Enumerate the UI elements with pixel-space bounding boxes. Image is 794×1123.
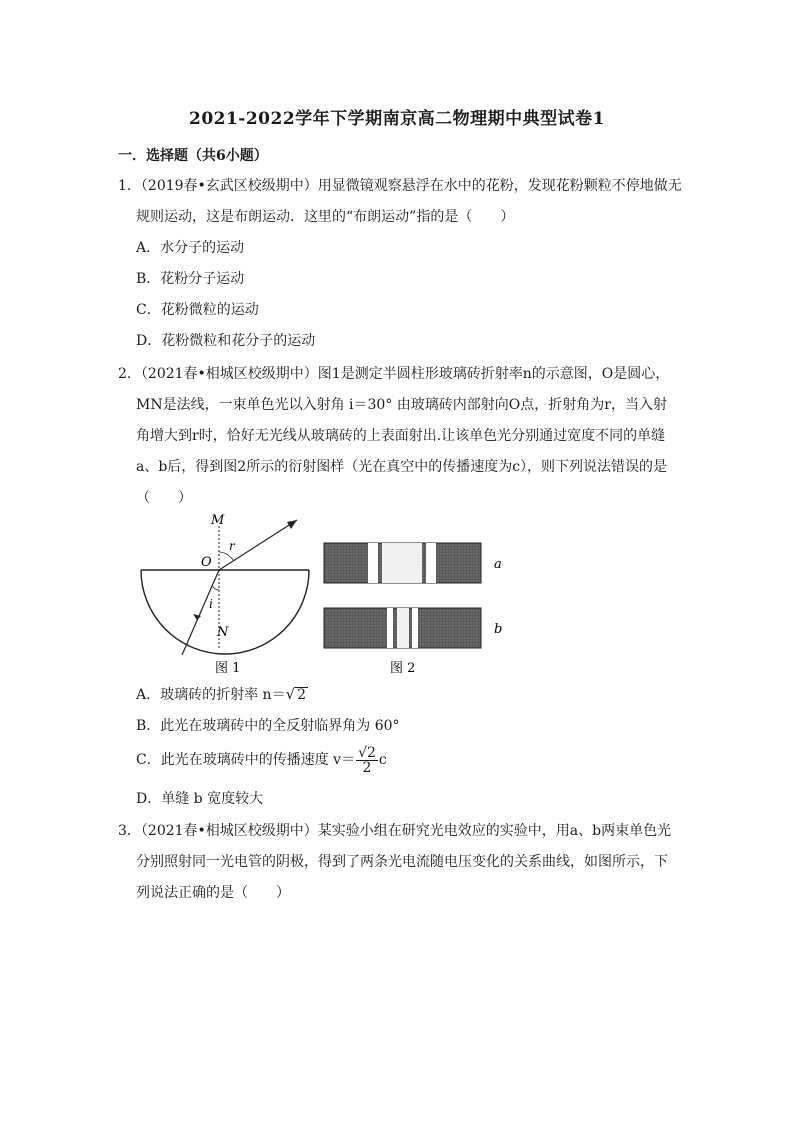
section-heading: 一．选择题（共6小题） (118, 148, 268, 164)
q2-option-c-fraction (356, 746, 378, 775)
q2-option-b: B．此光在玻璃砖中的全反射临界角为 60° (136, 718, 400, 734)
figure-1-semicircle (135, 510, 315, 680)
q2-option-a: A．玻璃砖的折射率 n＝√ 2 (136, 685, 307, 703)
fig1-label-n: N (217, 625, 229, 640)
q3-stem-line3: 列说法正确的是（ ） (136, 885, 290, 901)
fig1-label-m: M (211, 513, 225, 528)
fig2-caption: 图 2 (390, 661, 416, 676)
fig2-label-a: a (494, 557, 502, 572)
q2-option-c-text: C．此光在玻璃砖中的传播速度 v＝ (136, 752, 356, 768)
q2-stem-line2: MN是法线，一束单色光以入射角 i＝30° 由玻璃砖内部射向O点，折射角为r，当入射 (136, 397, 667, 413)
fig1-label-i: i (209, 597, 213, 611)
q1-option-c: C．花粉微粒的运动 (136, 302, 259, 318)
q2-option-c-suffix: c (378, 752, 387, 768)
fig1-label-r: r (229, 539, 235, 553)
q1-option-a: A．水分子的运动 (136, 240, 245, 256)
q2-stem-line1: 2．（2021春•相城区校级期中）图1是测定半圆柱形玻璃砖折射率n的示意图，O是圆心， (118, 366, 670, 382)
q1-option-d: D．花粉微粒和花分子的运动 (136, 333, 316, 349)
fig1-caption: 图 1 (215, 661, 241, 676)
q3-stem-line1: 3．（2021春•相城区校级期中）某实验小组在研究光电效应的实验中，用a、b两束单色光 (118, 823, 672, 839)
q2-stem-line5: （ ） (136, 490, 192, 506)
q2-stem-line3: 角增大到r时，恰好无光线从玻璃砖的上表面射出.让该单色光分别通过宽度不同的单缝 (136, 428, 666, 444)
q2-stem-line4: a、b后，得到图2所示的衍射图样（光在真空中的传播速度为c），则下列说法错误的是 (136, 459, 668, 475)
fig2-label-b: b (494, 622, 503, 637)
q1-option-b: B．花粉分子运动 (136, 271, 245, 287)
figure-2-diffraction (320, 535, 520, 680)
q2-option-c-denominator: 2 (362, 759, 372, 776)
q2-option-a-radicand: 2 (297, 687, 307, 703)
q1-stem-line2: 规则运动，这是布朗运动．这里的“布朗运动”指的是（ ） (136, 209, 515, 225)
q2-option-c-numerator: √2 (358, 744, 376, 761)
q1-stem-line1: 1．（2019春•玄武区校级期中）用显微镜观察悬浮在水中的花粉，发现花粉颗粒不停地做无 (118, 178, 682, 194)
page-title: 2021-2022学年下学期南京高二物理期中典型试卷1 (188, 109, 605, 129)
q2-option-a-text: A．玻璃砖的折射率 n＝ (136, 687, 286, 703)
fig1-label-o: O (201, 555, 212, 570)
q2-option-c (136, 743, 387, 777)
q2-option-d: D．单缝 b 宽度较大 (136, 791, 264, 807)
q3-stem-line2: 分别照射同一光电管的阴极，得到了两条光电流随电压变化的关系曲线，如图所示，下 (136, 854, 668, 870)
